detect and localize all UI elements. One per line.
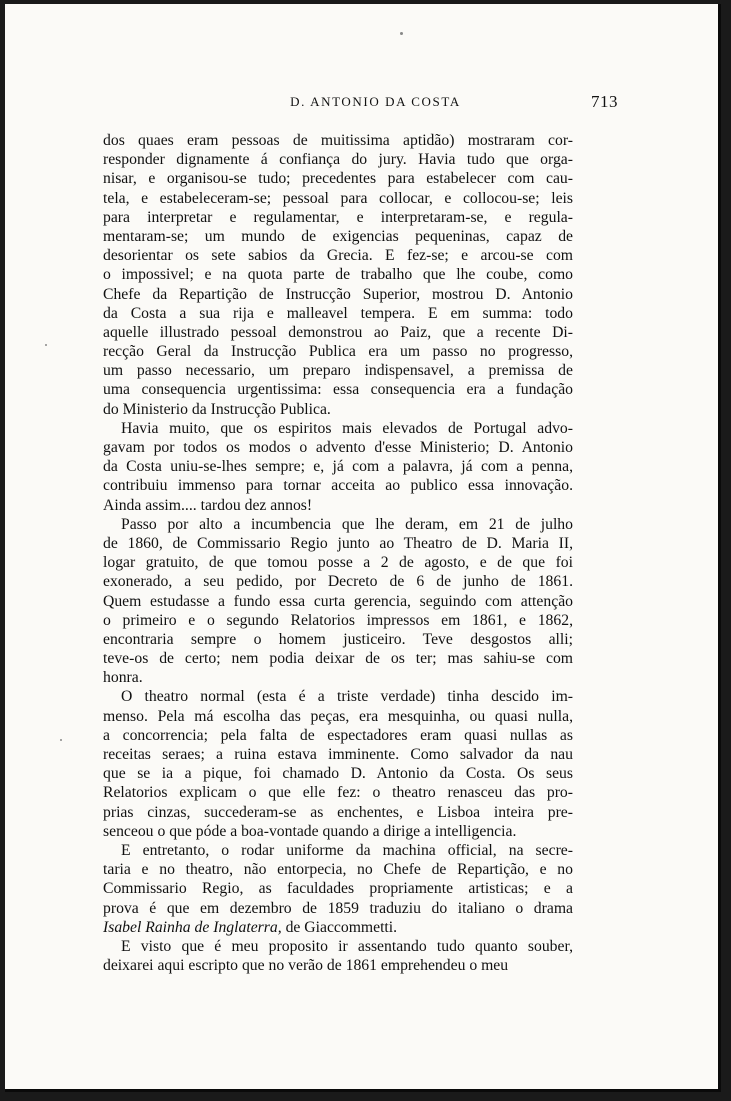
paragraph bbox=[103, 841, 573, 937]
running-header bbox=[105, 94, 618, 116]
text-line: Havia muito, que os espiritos mais elevados de Portugal advo- bbox=[121, 419, 573, 437]
text-line: deixarei aqui escripto que no verão de 1861 emprehendeu o meu bbox=[103, 957, 509, 975]
text-line: Isabel Rainha de Inglaterra, de Giaccommetti. bbox=[103, 918, 398, 936]
text-line: responder dignamente á confiança do jury. Havia tudo que orga- bbox=[103, 151, 573, 169]
text-line: O theatro normal (esta é a triste verdade) tinha descido im- bbox=[121, 688, 573, 706]
text-line: teve-os de certo; nem podia deixar de os ter; mas sahiu-se com bbox=[103, 650, 573, 668]
paragraph bbox=[103, 687, 573, 841]
text-line: Commissario Regio, as faculdades propriamente artisticas; e a bbox=[103, 880, 573, 898]
text-line: encontraria sempre o homem justiceiro. Teve desgostos alli; bbox=[103, 630, 573, 648]
paper-speck bbox=[45, 344, 47, 346]
text-line: recção Geral da Instrucção Publica era um passo no progresso, bbox=[103, 343, 573, 361]
text-line: contribuiu immenso para tornar acceita ao publico essa innovação. bbox=[103, 477, 573, 495]
text-line: taria e no theatro, não entorpecia, no Chefe de Repartição, e no bbox=[103, 861, 573, 879]
text-line: um passo necessario, um preparo indispensavel, a premissa de bbox=[103, 362, 573, 380]
text-line: receitas seraes; a ruina estava imminente. Como salvador da nau bbox=[103, 746, 573, 763]
text-line: para interpretar e regulamentar, e interpretaram-se, e regula- bbox=[103, 208, 573, 226]
text-line: do Ministerio da Instrucção Publica. bbox=[103, 400, 331, 418]
text-line: o primeiro e o segundo Relatorios impressos em 1861, e 1862, bbox=[103, 611, 573, 629]
text-line: desorientar os sete sabios da Grecia. E fez-se; e arcou-se com bbox=[103, 247, 573, 265]
text-line: Ainda assim.... tardou dez annos! bbox=[103, 496, 313, 514]
text-line: gavam por todos os modos o advento d'esse Ministerio; D. Antonio bbox=[103, 439, 573, 456]
text-line: honra. bbox=[103, 669, 143, 687]
text-line: dos quaes eram pessoas de muitissima aptidão) mostraram cor- bbox=[103, 132, 573, 149]
page-number: 713 bbox=[591, 92, 618, 111]
text-line: o impossivel; e na quota parte de trabalho que lhe coube, como bbox=[103, 266, 573, 284]
text-line: Quem estudasse a fundo essa curta gerencia, seguindo com attenção bbox=[103, 592, 573, 610]
text-line: uma consequencia urgentissima: essa consequencia era a fundação bbox=[103, 381, 573, 399]
text-line: tela, e estabeleceram-se; pessoal para collocar, e collocou-se; leis bbox=[103, 189, 573, 207]
text-line: E entretanto, o rodar uniforme da machina official, na secre- bbox=[121, 841, 573, 859]
text-line: de 1860, de Commissario Regio junto ao Theatro de D. Maria II, bbox=[103, 534, 573, 552]
text-line: da Costa a sua rija e malleavel tempera. E em summa: todo bbox=[103, 304, 573, 322]
text-line: logar gratuito, de que tomou posse a 2 de agosto, e de que foi bbox=[103, 554, 573, 572]
text-line: a concorrencia; pela falta de espectadores eram quasi nullas as bbox=[103, 726, 573, 744]
text-line: prias cinzas, succederam-se as enchentes, e Lisboa inteira pre- bbox=[103, 803, 573, 821]
paper-speck bbox=[60, 739, 62, 741]
text-line: menso. Pela má escolha das peças, era mesquinha, ou quasi nulla, bbox=[103, 707, 573, 725]
text-line: exonerado, a seu pedido, por Decreto de 6 de junho de 1861. bbox=[103, 573, 573, 591]
paragraph bbox=[103, 131, 573, 419]
text-line: Passo por alto a incumbencia que lhe deram, em 21 de julho bbox=[121, 515, 573, 533]
text-line: prova é que em dezembro de 1859 traduziu do italiano o drama bbox=[103, 899, 573, 917]
paragraph bbox=[103, 515, 573, 688]
text-line: que se ia a pique, foi chamado D. Antonio da Costa. Os seus bbox=[103, 765, 573, 783]
text-line: aquelle illustrado pessoal demonstrou ao Paiz, que a recente Di- bbox=[103, 323, 573, 341]
body-text bbox=[103, 131, 573, 975]
paragraph bbox=[103, 937, 573, 975]
text-line: Relatorios explicam o que elle fez: o theatro renasceu das pro- bbox=[103, 784, 573, 802]
text-line: nisar, e organisou-se tudo; precedentes para estabelecer com cau- bbox=[103, 170, 573, 188]
text-line: Chefe da Repartição de Instrucção Superior, mostrou D. Antonio bbox=[103, 285, 573, 303]
text-line: senceou o que póde a boa-vontade quando a dirige a intelligencia. bbox=[103, 822, 517, 840]
text-line: da Costa uniu-se-lhes sempre; e, já com a palavra, já com a penna, bbox=[103, 458, 573, 476]
running-title: D. ANTONIO DA COSTA bbox=[290, 94, 461, 109]
book-page bbox=[5, 4, 721, 1092]
paper-speck bbox=[400, 32, 403, 35]
text-line: E visto que é meu proposito ir assentando tudo quanto souber, bbox=[121, 937, 573, 955]
paragraph bbox=[103, 419, 573, 515]
text-line: mentaram-se; um mundo de exigencias pequeninas, capaz de bbox=[103, 227, 573, 245]
